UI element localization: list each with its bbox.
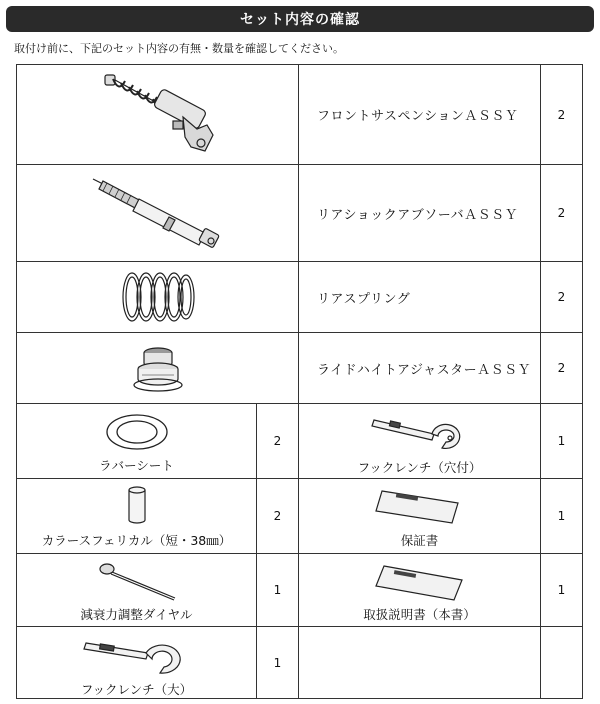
- table-row: [17, 627, 583, 699]
- part-cell: [17, 479, 257, 554]
- part-name: カラースフェリカル（短・38㎜）: [41, 533, 232, 548]
- part-quantity: 1: [257, 627, 299, 699]
- instruction-manual-icon: [372, 564, 468, 602]
- ride-height-adjuster-icon: [130, 343, 186, 393]
- empty-cell: [541, 627, 583, 699]
- part-cell: [299, 554, 541, 627]
- part-name: 減衰力調整ダイヤル: [80, 607, 193, 622]
- part-cell: [17, 627, 257, 699]
- part-cell: [299, 404, 541, 479]
- table-row: [17, 404, 583, 479]
- part-name: フックレンチ（穴付）: [357, 460, 482, 475]
- part-quantity: 2: [541, 65, 583, 165]
- table-row: [17, 479, 583, 554]
- part-quantity: 2: [257, 479, 299, 554]
- part-cell: [299, 479, 541, 554]
- hook-wrench-large-icon: [82, 637, 192, 677]
- parts-table: [16, 64, 583, 699]
- part-cell: [17, 554, 257, 627]
- part-name: ライドハイトアジャスターＡＳＳＹ: [299, 333, 541, 404]
- part-cell: [17, 404, 257, 479]
- hook-wrench-with-hole-icon: [370, 414, 470, 450]
- part-image-cell: [17, 262, 299, 333]
- part-quantity: 1: [541, 404, 583, 479]
- part-name: リアスプリング: [299, 262, 541, 333]
- part-quantity: 1: [257, 554, 299, 627]
- part-image-cell: [17, 165, 299, 262]
- part-name: リアショックアブソーバＡＳＳＹ: [299, 165, 541, 262]
- part-quantity: 2: [541, 262, 583, 333]
- part-quantity: 1: [541, 479, 583, 554]
- part-name: ラバーシート: [99, 458, 174, 473]
- rubber-seat-icon: [104, 412, 170, 452]
- table-row: [17, 262, 583, 333]
- part-name: 取扱説明書（本書）: [363, 607, 476, 622]
- part-name: フロントサスペンションＡＳＳＹ: [299, 65, 541, 165]
- spherical-collar-icon: [127, 485, 147, 525]
- table-row: [17, 333, 583, 404]
- part-image-cell: [17, 65, 299, 165]
- instruction-note: 取付け前に、下記のセット内容の有無・数量を確認してください。: [14, 42, 344, 55]
- table-row: [17, 65, 583, 165]
- page-title: セット内容の確認: [6, 6, 594, 32]
- part-image-cell: [17, 333, 299, 404]
- damping-adjust-dial-icon: [95, 560, 179, 602]
- part-name: フックレンチ（大）: [80, 682, 193, 697]
- front-suspension-icon: [83, 69, 233, 161]
- rear-shock-absorber-icon: [83, 169, 233, 257]
- warranty-card-icon: [372, 487, 468, 527]
- rear-spring-icon: [116, 267, 200, 327]
- part-quantity: 2: [541, 333, 583, 404]
- table-row: [17, 554, 583, 627]
- empty-cell: [299, 627, 541, 699]
- part-quantity: 2: [257, 404, 299, 479]
- part-quantity: 1: [541, 554, 583, 627]
- table-row: [17, 165, 583, 262]
- part-quantity: 2: [541, 165, 583, 262]
- part-name: 保証書: [400, 533, 439, 548]
